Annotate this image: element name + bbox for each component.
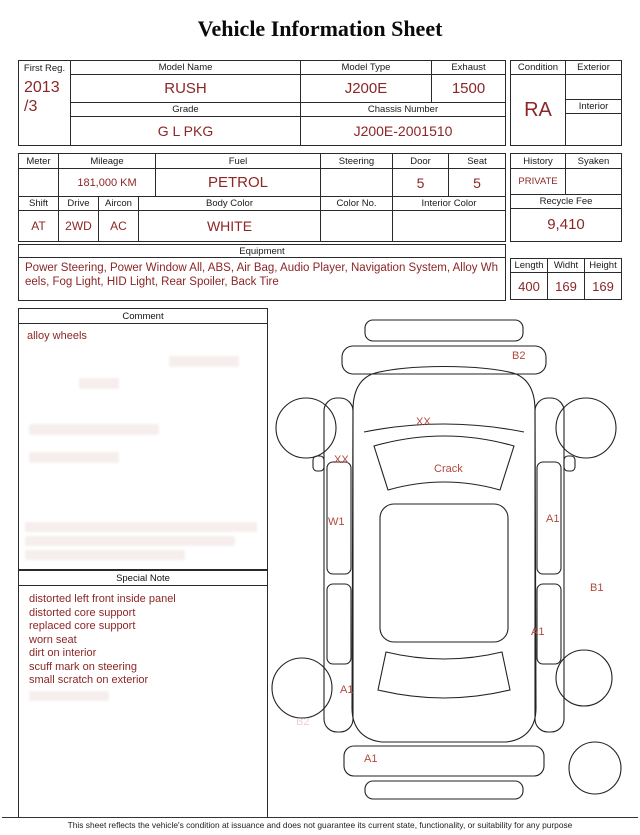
seat-value: 5 <box>473 174 481 191</box>
right-side-panel <box>535 398 564 732</box>
fuel-value: PETROL <box>156 169 321 196</box>
first-reg-month: /3 <box>24 98 38 116</box>
specs-table <box>18 153 506 242</box>
interior-label: Interior <box>566 100 621 114</box>
interior-color-value <box>393 211 505 241</box>
height-label: Height <box>589 260 617 271</box>
car-top-view-drawing <box>268 310 628 816</box>
diagram-annotation: B2 <box>296 716 310 728</box>
aircon-label: Aircon <box>99 197 139 210</box>
recycle-fee-label: Recycle Fee <box>511 195 621 209</box>
syaken-label: Syaken <box>577 155 610 167</box>
special-note-item: small scratch on exterior <box>29 674 149 686</box>
color-no-label: Color No. <box>321 197 393 210</box>
fuel-label: Fuel <box>156 154 321 168</box>
height-value: 169 <box>592 279 614 294</box>
history-table <box>510 153 622 242</box>
condition-table <box>510 60 622 146</box>
shift-value: AT <box>19 211 59 241</box>
color-no-value <box>321 211 393 241</box>
special-note-item: dirt on interior <box>29 647 97 659</box>
shift-label: Shift <box>19 197 59 210</box>
special-note-item: worn seat <box>29 633 77 646</box>
condition-value: RA <box>524 98 552 121</box>
comment-label: Comment <box>19 309 267 324</box>
special-note-item: distorted left front inside panel <box>29 593 176 605</box>
equipment-box <box>18 244 506 301</box>
model-name-value: RUSH <box>71 75 301 102</box>
body-color-value: WHITE <box>139 211 321 241</box>
footer-disclaimer: This sheet reflects the vehicle's condition at issuance and does not guarantee its current state, functionality, or suitability for any purpose <box>67 820 573 830</box>
diagram-annotation: XX <box>334 454 349 466</box>
length-label: Length <box>511 259 548 272</box>
aircon-value: AC <box>99 211 139 241</box>
recycle-fee-value: 9,410 <box>547 216 585 233</box>
exhaust-value: 1500 <box>451 80 486 97</box>
rear-bumper-strip <box>365 781 523 799</box>
special-note-item: scuff mark on steering <box>29 660 138 673</box>
ghost-text-artifact <box>29 452 119 463</box>
chassis-value: J200E-2001510 <box>353 123 453 139</box>
first-reg-label: First Reg. <box>23 62 66 74</box>
interior-color-label: Interior Color <box>421 198 477 209</box>
left-front-wheel <box>276 398 336 458</box>
page-title: Vehicle Information Sheet <box>197 16 443 41</box>
special-note-box <box>18 570 268 818</box>
meter-value <box>19 169 59 196</box>
special-note-list <box>19 586 267 695</box>
body-color-label: Body Color <box>139 197 321 210</box>
first-reg-cell <box>19 61 71 145</box>
diagram-annotation: B2 <box>512 350 526 362</box>
model-name-label: Model Name <box>71 61 301 74</box>
syaken-value <box>566 169 621 194</box>
special-note-label: Special Note <box>19 571 267 586</box>
rear-window <box>378 652 510 698</box>
model-type-label: Model Type <box>301 61 432 74</box>
ghost-text-artifact <box>79 378 119 389</box>
left-rear-wheel <box>272 658 332 718</box>
footer-divider <box>2 817 638 818</box>
diagram-annotation: W1 <box>328 516 345 528</box>
diagram-annotation: A1 <box>340 684 354 696</box>
drive-label: Drive <box>59 197 99 210</box>
interior-value <box>566 114 621 145</box>
diagram-annotation: XX <box>416 416 431 428</box>
diagram-annotation: A1 <box>364 753 378 765</box>
width-value: 169 <box>548 273 585 300</box>
diagram-annotation: A1 <box>531 626 545 638</box>
right-mirror <box>564 456 575 471</box>
diagram-annotation: Crack <box>434 463 463 475</box>
ghost-text-artifact <box>25 550 185 560</box>
comment-text: alloy wheels <box>27 330 87 342</box>
door-value: 5 <box>393 169 449 196</box>
front-bumper-strip <box>365 320 523 341</box>
condition-label: Condition <box>511 61 565 75</box>
mileage-value: 181,000 KM <box>59 169 156 196</box>
diagram-annotation: A1 <box>546 513 560 525</box>
width-label: Widht <box>548 259 585 272</box>
ghost-text-artifact <box>25 536 235 546</box>
exterior-label: Exterior <box>566 61 621 75</box>
steering-label: Steering <box>321 154 393 168</box>
grade-label: Grade <box>71 103 301 116</box>
exterior-value <box>566 75 621 100</box>
comment-box <box>18 308 268 570</box>
left-rear-door <box>327 584 351 664</box>
drive-value: 2WD <box>59 211 99 241</box>
roof-panel <box>380 504 508 642</box>
history-value: PRIVATE <box>511 169 566 194</box>
equipment-text: Power Steering, Power Window All, ABS, Air Bag, Audio Player, Navigation System, Alloy Wheels, Fog Light, HID Light, Rear Spoiler, Back Tire <box>25 262 498 288</box>
model-type-value: J200E <box>301 75 432 102</box>
seat-label: Seat <box>467 155 487 167</box>
right-rear-door <box>537 584 561 664</box>
left-mirror <box>313 456 324 471</box>
registration-table <box>18 60 506 146</box>
dimensions-table <box>510 258 622 300</box>
car-damage-diagram <box>268 310 628 816</box>
spare-tire <box>569 742 621 794</box>
diagram-annotation: B1 <box>590 582 604 594</box>
grade-value: G L PKG <box>71 117 301 145</box>
length-value: 400 <box>511 273 548 300</box>
door-label: Door <box>393 154 449 168</box>
history-label: History <box>511 154 566 168</box>
meter-label: Meter <box>19 154 59 168</box>
hood-line <box>364 424 524 432</box>
ghost-text-artifact <box>169 356 239 367</box>
special-note-item: replaced core support <box>29 620 136 632</box>
first-reg-year: 2013 <box>24 79 60 96</box>
special-note-item: distorted core support <box>29 606 136 619</box>
mileage-label: Mileage <box>59 154 156 168</box>
right-front-wheel <box>556 398 616 458</box>
ghost-text-artifact <box>29 424 159 435</box>
first-reg-value <box>19 75 70 119</box>
chassis-label: Chassis Number <box>367 104 439 115</box>
exhaust-label: Exhaust <box>451 62 486 73</box>
ghost-text-artifact <box>25 522 257 532</box>
equipment-label: Equipment <box>19 245 505 258</box>
steering-value <box>321 169 393 196</box>
